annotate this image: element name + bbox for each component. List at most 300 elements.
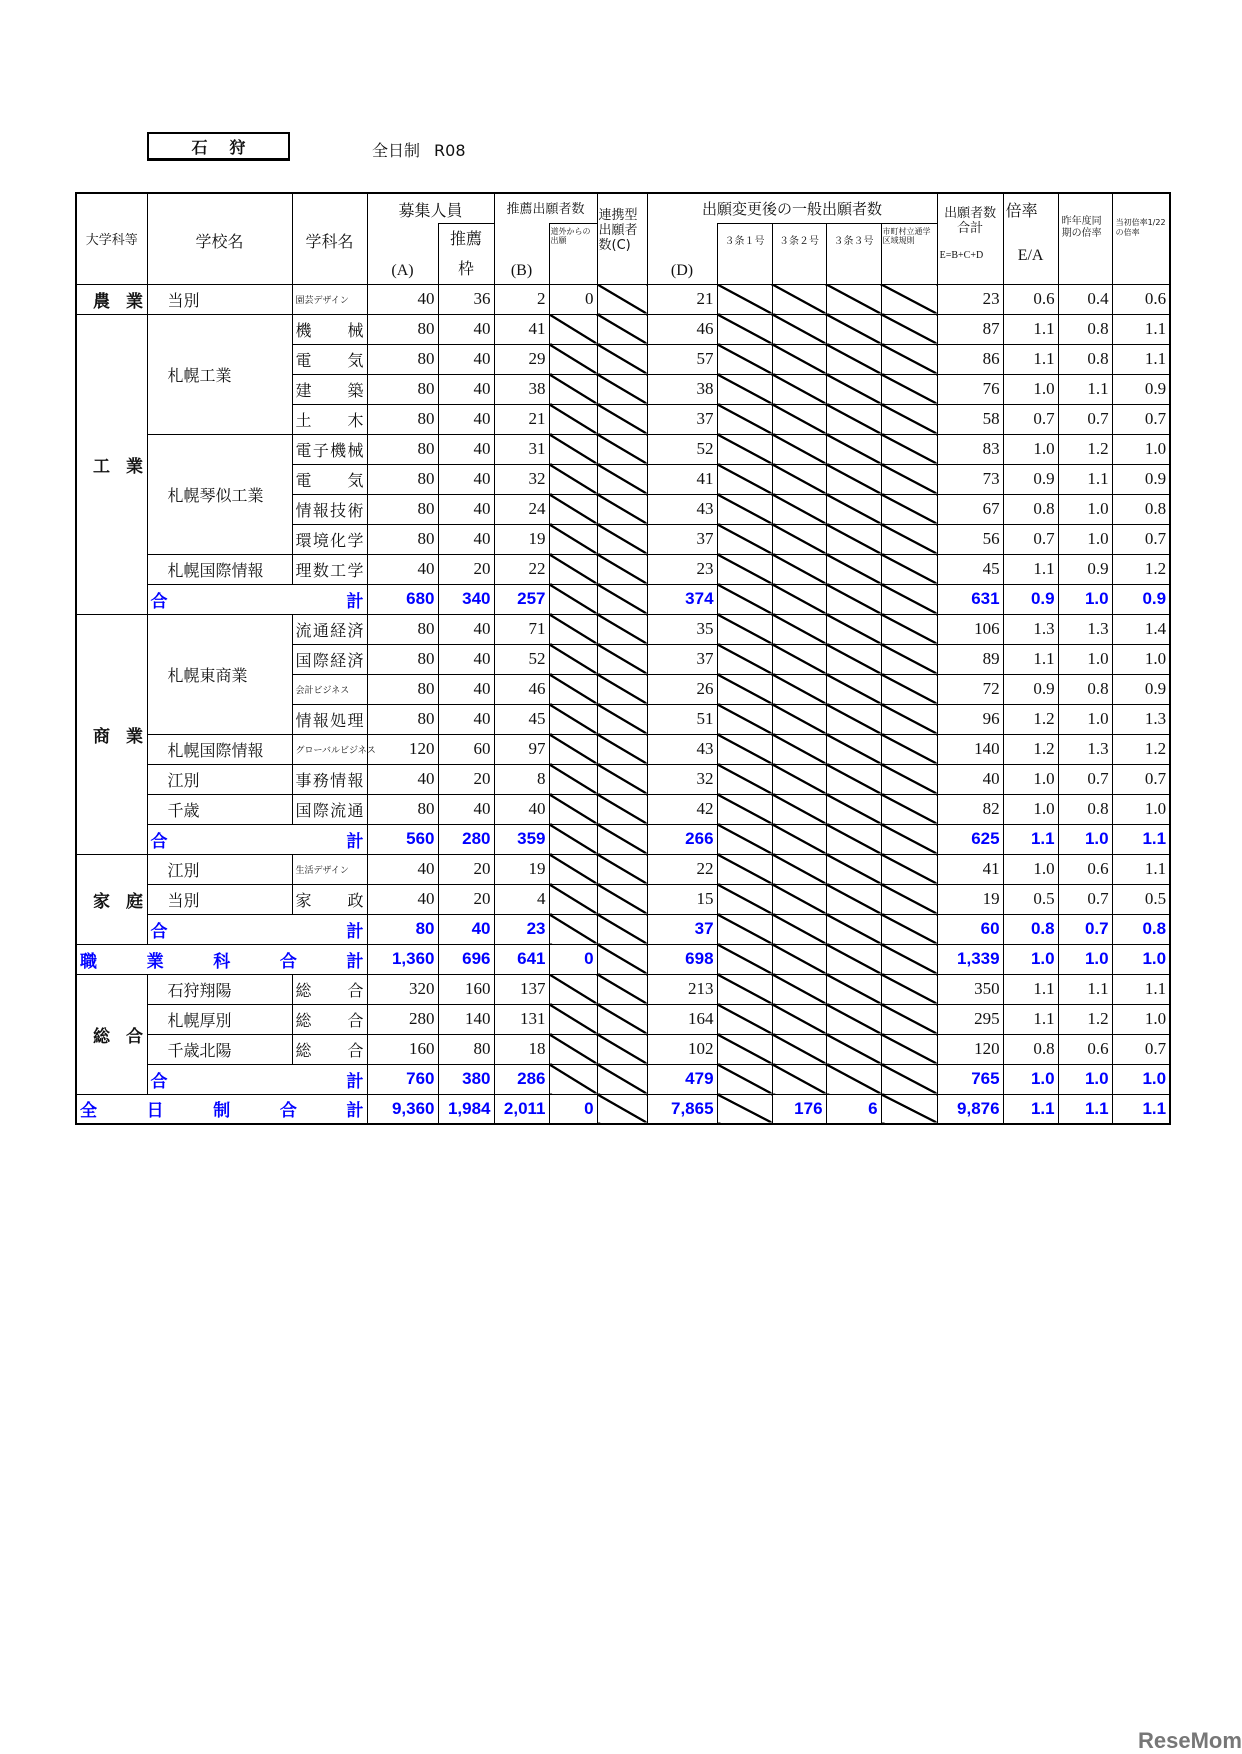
slash-cell xyxy=(826,524,881,554)
value-cell: 0.8 xyxy=(1003,914,1058,944)
value-cell: 0.9 xyxy=(1112,584,1170,614)
slash-cell xyxy=(772,434,826,464)
slash-cell xyxy=(881,854,937,884)
value-cell: 1.0 xyxy=(1003,374,1058,404)
slash-cell xyxy=(826,704,881,734)
value-cell: 137 xyxy=(494,974,549,1004)
slash-cell xyxy=(772,1064,826,1094)
value-cell: 1.3 xyxy=(1003,614,1058,644)
value-cell: 560 xyxy=(367,824,438,854)
value-cell: 86 xyxy=(937,344,1003,374)
slash-cell xyxy=(597,494,647,524)
value-cell: 1.4 xyxy=(1112,614,1170,644)
slash-cell xyxy=(772,764,826,794)
header-general-d: (D) xyxy=(647,223,717,284)
value-cell: 80 xyxy=(367,344,438,374)
slash-cell xyxy=(881,1064,937,1094)
slash-cell xyxy=(881,614,937,644)
value-cell: 0.9 xyxy=(1112,674,1170,704)
value-cell: 1.0 xyxy=(1003,794,1058,824)
value-cell: 19 xyxy=(494,854,549,884)
subtotal-chars xyxy=(151,917,364,942)
slash-cell xyxy=(717,764,772,794)
slash-cell xyxy=(826,944,881,974)
grand-total-row xyxy=(76,944,1170,974)
slash-cell xyxy=(772,464,826,494)
value-cell: 266 xyxy=(647,824,717,854)
value-cell: 41 xyxy=(494,314,549,344)
value-cell: 45 xyxy=(937,554,1003,584)
grand-total-char: 日 xyxy=(146,1101,164,1122)
slash-cell xyxy=(826,284,881,314)
value-cell: 1.0 xyxy=(1058,494,1112,524)
slash-cell xyxy=(717,884,772,914)
value-cell: 0.9 xyxy=(1112,464,1170,494)
value-cell: 43 xyxy=(647,494,717,524)
dept-name: 環境化学 xyxy=(292,524,367,554)
slash-cell xyxy=(772,344,826,374)
dept-name: 総合 xyxy=(292,1034,367,1064)
value-cell: 1.0 xyxy=(1003,854,1058,884)
header-capacity-rec: 推薦枠 xyxy=(438,223,494,284)
value-cell: 1.1 xyxy=(1058,464,1112,494)
value-cell: 0.8 xyxy=(1003,494,1058,524)
grand-total-char: 科 xyxy=(213,951,231,972)
value-cell: 1.1 xyxy=(1003,644,1058,674)
slash-cell xyxy=(717,434,772,464)
value-cell: 1.1 xyxy=(1003,974,1058,1004)
slash-cell xyxy=(549,524,597,554)
slash-cell xyxy=(717,1004,772,1034)
value-cell: 1,339 xyxy=(937,944,1003,974)
slash-cell xyxy=(717,614,772,644)
value-cell: 37 xyxy=(647,914,717,944)
grand-total-chars xyxy=(80,1096,364,1121)
slash-cell xyxy=(717,704,772,734)
slash-cell xyxy=(826,464,881,494)
slash-cell xyxy=(881,524,937,554)
slash-cell xyxy=(772,704,826,734)
value-cell: 0.6 xyxy=(1058,1034,1112,1064)
dept-name: 生活デザイン xyxy=(292,854,367,884)
slash-cell xyxy=(772,1034,826,1064)
slash-cell xyxy=(717,734,772,764)
value-cell: 4 xyxy=(494,884,549,914)
header-rec-b: (B) xyxy=(494,223,549,284)
value-cell: 765 xyxy=(937,1064,1003,1094)
slash-cell xyxy=(549,674,597,704)
value-cell: 80 xyxy=(367,644,438,674)
slash-cell xyxy=(597,764,647,794)
value-cell: 1.1 xyxy=(1003,554,1058,584)
slash-cell xyxy=(597,404,647,434)
value-cell: 60 xyxy=(438,734,494,764)
slash-cell xyxy=(597,1094,647,1124)
value-cell: 1.0 xyxy=(1058,524,1112,554)
school-name: 札幌東商業 xyxy=(147,614,292,734)
header-capacity-a: (A) xyxy=(367,223,438,284)
value-cell: 0.6 xyxy=(1003,284,1058,314)
value-cell: 40 xyxy=(438,344,494,374)
header-general: 出願変更後の一般出願者数 xyxy=(647,193,937,223)
value-cell: 0.7 xyxy=(1112,524,1170,554)
slash-cell xyxy=(717,824,772,854)
value-cell: 80 xyxy=(367,374,438,404)
value-cell: 72 xyxy=(937,674,1003,704)
grand-total-chars xyxy=(80,947,364,972)
value-cell: 1.3 xyxy=(1112,704,1170,734)
slash-cell xyxy=(826,824,881,854)
slash-cell xyxy=(826,494,881,524)
value-cell: 641 xyxy=(494,944,549,974)
value-cell: 479 xyxy=(647,1064,717,1094)
value-cell: 1.0 xyxy=(1003,1064,1058,1094)
year-code: R08 xyxy=(434,141,466,160)
dept-name: 国際流通 xyxy=(292,794,367,824)
slash-cell xyxy=(549,794,597,824)
value-cell: 1.1 xyxy=(1003,1004,1058,1034)
slash-cell xyxy=(826,1034,881,1064)
subtitle xyxy=(372,138,480,161)
value-cell: 1.0 xyxy=(1058,644,1112,674)
slash-cell xyxy=(597,944,647,974)
school-name: 石狩翔陽 xyxy=(147,974,292,1004)
value-cell: 0.5 xyxy=(1112,884,1170,914)
slash-cell xyxy=(597,314,647,344)
value-cell: 52 xyxy=(647,434,717,464)
value-cell: 40 xyxy=(438,614,494,644)
value-cell: 40 xyxy=(494,794,549,824)
slash-cell xyxy=(881,644,937,674)
header-capacity: 募集人員 xyxy=(367,193,494,223)
value-cell: 87 xyxy=(937,314,1003,344)
value-cell: 82 xyxy=(937,794,1003,824)
table-row xyxy=(76,764,1170,794)
value-cell: 9,876 xyxy=(937,1094,1003,1124)
slash-cell xyxy=(549,734,597,764)
value-cell: 89 xyxy=(937,644,1003,674)
watermark-logo: ReseMom xyxy=(1138,1728,1242,1753)
value-cell: 1.2 xyxy=(1003,704,1058,734)
table-row xyxy=(76,434,1170,464)
value-cell: 1.0 xyxy=(1112,1004,1170,1034)
slash-cell xyxy=(881,434,937,464)
slash-cell xyxy=(881,464,937,494)
value-cell: 1.0 xyxy=(1112,944,1170,974)
slash-cell xyxy=(772,974,826,1004)
slash-cell xyxy=(717,914,772,944)
value-cell: 20 xyxy=(438,764,494,794)
slash-cell xyxy=(826,1004,881,1034)
dept-name: 土木 xyxy=(292,404,367,434)
value-cell: 83 xyxy=(937,434,1003,464)
value-cell: 0.7 xyxy=(1058,884,1112,914)
header-linked: 連携型出願者数(C) xyxy=(597,193,647,284)
header-total-formula: E=B+C+D xyxy=(939,250,984,261)
slash-cell xyxy=(549,824,597,854)
value-cell: 1.1 xyxy=(1003,314,1058,344)
slash-cell xyxy=(549,704,597,734)
value-cell: 40 xyxy=(438,434,494,464)
subtotal-row xyxy=(76,824,1170,854)
header-ratio xyxy=(1003,193,1058,284)
slash-cell xyxy=(549,1064,597,1094)
value-cell: 140 xyxy=(438,1004,494,1034)
table-row xyxy=(76,614,1170,644)
slash-cell xyxy=(881,284,937,314)
slash-cell xyxy=(549,404,597,434)
value-cell: 1.0 xyxy=(1112,644,1170,674)
header-total xyxy=(937,193,1003,284)
slash-cell xyxy=(881,554,937,584)
table-row xyxy=(76,314,1170,344)
value-cell: 680 xyxy=(367,584,438,614)
value-cell: 1.3 xyxy=(1058,614,1112,644)
slash-cell xyxy=(597,674,647,704)
slash-cell xyxy=(772,584,826,614)
value-cell: 176 xyxy=(772,1094,826,1124)
value-cell: 0.8 xyxy=(1058,314,1112,344)
slash-cell xyxy=(772,314,826,344)
slash-cell xyxy=(772,884,826,914)
slash-cell xyxy=(597,914,647,944)
slash-cell xyxy=(549,764,597,794)
slash-cell xyxy=(549,854,597,884)
value-cell: 22 xyxy=(647,854,717,884)
table-row xyxy=(76,854,1170,884)
slash-cell xyxy=(597,374,647,404)
value-cell: 26 xyxy=(647,674,717,704)
slash-cell xyxy=(772,794,826,824)
category-cell: 総合 xyxy=(76,974,147,1094)
dept-name: 情報技術 xyxy=(292,494,367,524)
value-cell: 0.9 xyxy=(1003,584,1058,614)
value-cell: 80 xyxy=(367,314,438,344)
slash-cell xyxy=(772,284,826,314)
value-cell: 1.0 xyxy=(1058,704,1112,734)
header-last-year: 昨年度同期の倍率 xyxy=(1058,193,1112,284)
value-cell: 56 xyxy=(937,524,1003,554)
grand-total-char: 制 xyxy=(213,1101,231,1122)
school-name: 札幌国際情報 xyxy=(147,734,292,764)
dept-name: 家政 xyxy=(292,884,367,914)
subtotal-right: 計 xyxy=(346,1071,364,1092)
grand-total-row xyxy=(76,1094,1170,1124)
value-cell: 160 xyxy=(367,1034,438,1064)
value-cell: 0.8 xyxy=(1112,494,1170,524)
slash-cell xyxy=(772,494,826,524)
value-cell: 80 xyxy=(367,434,438,464)
table-row xyxy=(76,794,1170,824)
value-cell: 71 xyxy=(494,614,549,644)
value-cell: 140 xyxy=(937,734,1003,764)
value-cell: 1.0 xyxy=(1003,944,1058,974)
header-ratio-label: 倍率 xyxy=(1005,201,1038,220)
value-cell: 1.1 xyxy=(1003,824,1058,854)
slash-cell xyxy=(717,674,772,704)
value-cell: 1.1 xyxy=(1003,1094,1058,1124)
dept-name: 電気 xyxy=(292,464,367,494)
value-cell: 80 xyxy=(367,794,438,824)
slash-cell xyxy=(597,524,647,554)
slash-cell xyxy=(772,404,826,434)
slash-cell xyxy=(717,404,772,434)
value-cell: 350 xyxy=(937,974,1003,1004)
value-cell: 0.4 xyxy=(1058,284,1112,314)
value-cell: 280 xyxy=(367,1004,438,1034)
slash-cell xyxy=(772,944,826,974)
slash-cell xyxy=(597,854,647,884)
value-cell: 80 xyxy=(367,464,438,494)
slash-cell xyxy=(826,974,881,1004)
slash-cell xyxy=(881,734,937,764)
category-cell: 商業 xyxy=(76,614,147,854)
value-cell: 1.1 xyxy=(1112,824,1170,854)
slash-cell xyxy=(597,284,647,314)
value-cell: 37 xyxy=(647,644,717,674)
slash-cell xyxy=(881,344,937,374)
value-cell: 1.1 xyxy=(1058,1094,1112,1124)
subtotal-label xyxy=(147,584,367,614)
slash-cell xyxy=(549,884,597,914)
value-cell: 359 xyxy=(494,824,549,854)
table-row xyxy=(76,734,1170,764)
school-name: 江別 xyxy=(147,854,292,884)
value-cell: 45 xyxy=(494,704,549,734)
value-cell: 0.8 xyxy=(1112,914,1170,944)
dept-name: 総合 xyxy=(292,1004,367,1034)
header-category: 大学科等 xyxy=(76,193,147,284)
value-cell: 38 xyxy=(494,374,549,404)
value-cell: 1.0 xyxy=(1058,944,1112,974)
slash-cell xyxy=(881,824,937,854)
grand-total-char: 業 xyxy=(146,951,164,972)
subtotal-right: 計 xyxy=(346,591,364,612)
value-cell: 164 xyxy=(647,1004,717,1034)
subtotal-label xyxy=(147,824,367,854)
header-art3: ３条３号 xyxy=(826,223,881,284)
header-rec-applicants: 推薦出願者数 xyxy=(494,193,597,223)
value-cell: 1.0 xyxy=(1058,584,1112,614)
value-cell: 20 xyxy=(438,884,494,914)
slash-cell xyxy=(826,764,881,794)
slash-cell xyxy=(881,704,937,734)
value-cell: 40 xyxy=(438,374,494,404)
value-cell: 1.1 xyxy=(1058,374,1112,404)
subtotal-chars xyxy=(151,827,364,852)
slash-cell xyxy=(881,374,937,404)
value-cell: 35 xyxy=(647,614,717,644)
slash-cell xyxy=(549,494,597,524)
value-cell: 625 xyxy=(937,824,1003,854)
slash-cell xyxy=(881,884,937,914)
slash-cell xyxy=(717,584,772,614)
slash-cell xyxy=(549,914,597,944)
slash-cell xyxy=(881,794,937,824)
slash-cell xyxy=(549,374,597,404)
subtotal-left: 合 xyxy=(150,591,168,612)
slash-cell xyxy=(717,1034,772,1064)
value-cell: 24 xyxy=(494,494,549,524)
value-cell: 80 xyxy=(367,404,438,434)
slash-cell xyxy=(597,1064,647,1094)
value-cell: 2,011 xyxy=(494,1094,549,1124)
value-cell: 1.0 xyxy=(1003,434,1058,464)
value-cell: 52 xyxy=(494,644,549,674)
slash-cell xyxy=(717,974,772,1004)
value-cell: 21 xyxy=(647,284,717,314)
slash-cell xyxy=(772,524,826,554)
grand-total-label xyxy=(76,1094,367,1124)
slash-cell xyxy=(549,974,597,1004)
value-cell: 1.0 xyxy=(1058,1064,1112,1094)
value-cell: 0.7 xyxy=(1003,524,1058,554)
value-cell: 40 xyxy=(367,554,438,584)
slash-cell xyxy=(881,974,937,1004)
value-cell: 131 xyxy=(494,1004,549,1034)
table-row xyxy=(76,284,1170,314)
value-cell: 42 xyxy=(647,794,717,824)
dept-name: 情報処理 xyxy=(292,704,367,734)
subtotal-row xyxy=(76,914,1170,944)
slash-cell xyxy=(717,464,772,494)
dept-name: 理数工学 xyxy=(292,554,367,584)
grand-total-char: 合 xyxy=(279,951,297,972)
table-row xyxy=(76,554,1170,584)
school-name: 札幌厚別 xyxy=(147,1004,292,1034)
slash-cell xyxy=(881,584,937,614)
value-cell: 0 xyxy=(549,1094,597,1124)
value-cell: 20 xyxy=(438,554,494,584)
value-cell: 40 xyxy=(438,314,494,344)
subtotal-left: 合 xyxy=(150,831,168,852)
slash-cell xyxy=(881,944,937,974)
category-cell: 工業 xyxy=(76,314,147,614)
value-cell: 698 xyxy=(647,944,717,974)
slash-cell xyxy=(597,734,647,764)
slash-cell xyxy=(772,734,826,764)
value-cell: 0.6 xyxy=(1058,854,1112,884)
slash-cell xyxy=(597,434,647,464)
value-cell: 58 xyxy=(937,404,1003,434)
slash-cell xyxy=(826,314,881,344)
value-cell: 7,865 xyxy=(647,1094,717,1124)
value-cell: 80 xyxy=(367,524,438,554)
subtotal-label xyxy=(147,914,367,944)
value-cell: 37 xyxy=(647,524,717,554)
value-cell: 0.5 xyxy=(1003,884,1058,914)
value-cell: 1.1 xyxy=(1112,974,1170,1004)
slash-cell xyxy=(717,524,772,554)
value-cell: 80 xyxy=(367,704,438,734)
value-cell: 8 xyxy=(494,764,549,794)
value-cell: 40 xyxy=(367,764,438,794)
value-cell: 0.8 xyxy=(1058,794,1112,824)
value-cell: 0.7 xyxy=(1112,1034,1170,1064)
dept-name: 流通経済 xyxy=(292,614,367,644)
value-cell: 43 xyxy=(647,734,717,764)
value-cell: 80 xyxy=(367,914,438,944)
value-cell: 80 xyxy=(367,674,438,704)
table-row xyxy=(76,884,1170,914)
value-cell: 1.2 xyxy=(1112,734,1170,764)
slash-cell xyxy=(826,614,881,644)
slash-cell xyxy=(826,644,881,674)
slash-cell xyxy=(597,644,647,674)
slash-cell xyxy=(881,764,937,794)
region-title: 石狩 xyxy=(147,132,290,161)
applicants-table xyxy=(75,192,1171,1125)
